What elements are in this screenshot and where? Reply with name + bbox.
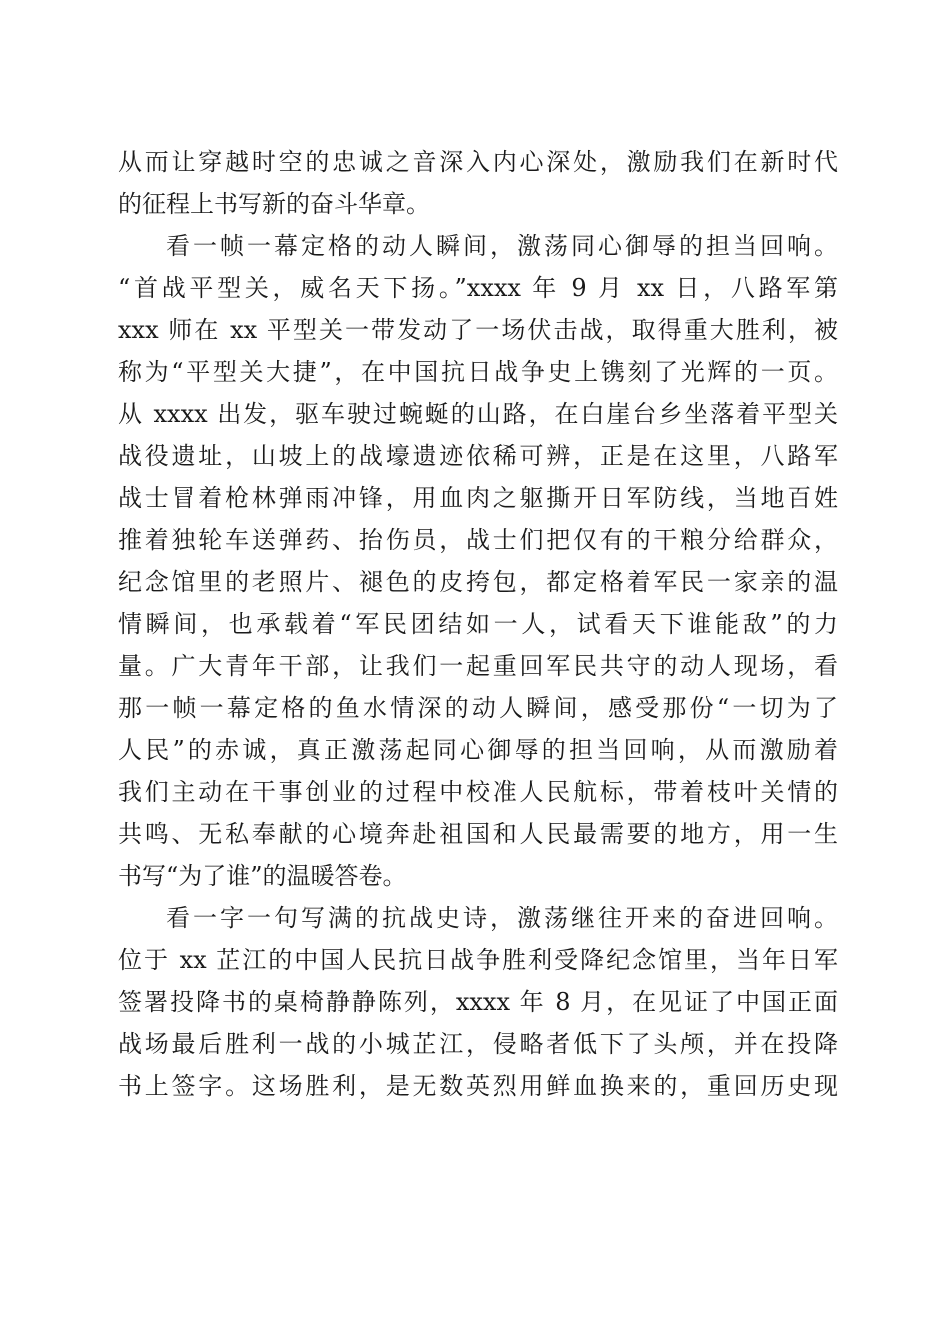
text-line: 人民”的赤诚，真正激荡起同心御辱的担当回响，从而激励着 [118,736,838,764]
text-line: 战场最后胜利一战的小城芷江，侵略者低下了头颅，并在投降 [118,1030,838,1058]
text-line: 那一帧一幕定格的鱼水情深的动人瞬间，感受那份“一切为了 [118,694,838,722]
text-line: 看一字一句写满的抗战史诗，激荡继往开来的奋进回响。 [166,904,838,932]
text-line: 我们主动在干事创业的过程中校准人民航标，带着枝叶关情的 [118,778,838,806]
text-line: 从而让穿越时空的忠诚之音深入内心深处，激励我们在新时代 [118,148,838,176]
document-body [118,141,838,1107]
text-line: 书写“为了谁”的温暖答卷。 [118,862,407,890]
text-line: 从 xxxx 出发，驱车驶过蜿蜒的山路，在白崖台乡坐落着平型关 [118,400,838,428]
text-line: 量。广大青年干部，让我们一起重回军民共守的动人现场，看 [118,652,838,680]
text-line: 战役遗址，山坡上的战壕遗迹依稀可辨，正是在这里，八路军 [118,442,838,470]
text-line: xxx 师在 xx 平型关一带发动了一场伏击战，取得重大胜利，被 [118,316,838,344]
paragraph [118,141,838,225]
text-line: 推着独轮车送弹药、抬伤员，战士们把仅有的干粮分给群众， [118,526,838,554]
text-line: 位于 xx 芷江的中国人民抗日战争胜利受降纪念馆里，当年日军 [118,946,838,974]
text-line: “首战平型关，威名天下扬。”xxxx 年 9 月 xx 日，八路军第 [118,274,838,302]
text-line: 称为“平型关大捷”，在中国抗日战争史上镌刻了光辉的一页。 [118,358,838,386]
text-line: 书上签字。这场胜利，是无数英烈用鲜血换来的，重回历史现 [118,1072,838,1100]
text-line: 看一帧一幕定格的动人瞬间，激荡同心御辱的担当回响。 [166,232,838,260]
text-line: 战士冒着枪林弹雨冲锋，用血肉之躯撕开日军防线，当地百姓 [118,484,838,512]
paragraph [118,225,838,897]
text-line: 签署投降书的桌椅静静陈列，xxxx 年 8 月，在见证了中国正面 [118,988,838,1016]
text-line: 的征程上书写新的奋斗华章。 [118,190,430,218]
text-line: 共鸣、无私奉献的心境奔赴祖国和人民最需要的地方，用一生 [118,820,838,848]
paragraph [118,897,838,1107]
text-line: 情瞬间，也承载着“军民团结如一人，试看天下谁能敌”的力 [118,610,838,638]
text-line: 纪念馆里的老照片、褪色的皮挎包，都定格着军民一家亲的温 [118,568,838,596]
